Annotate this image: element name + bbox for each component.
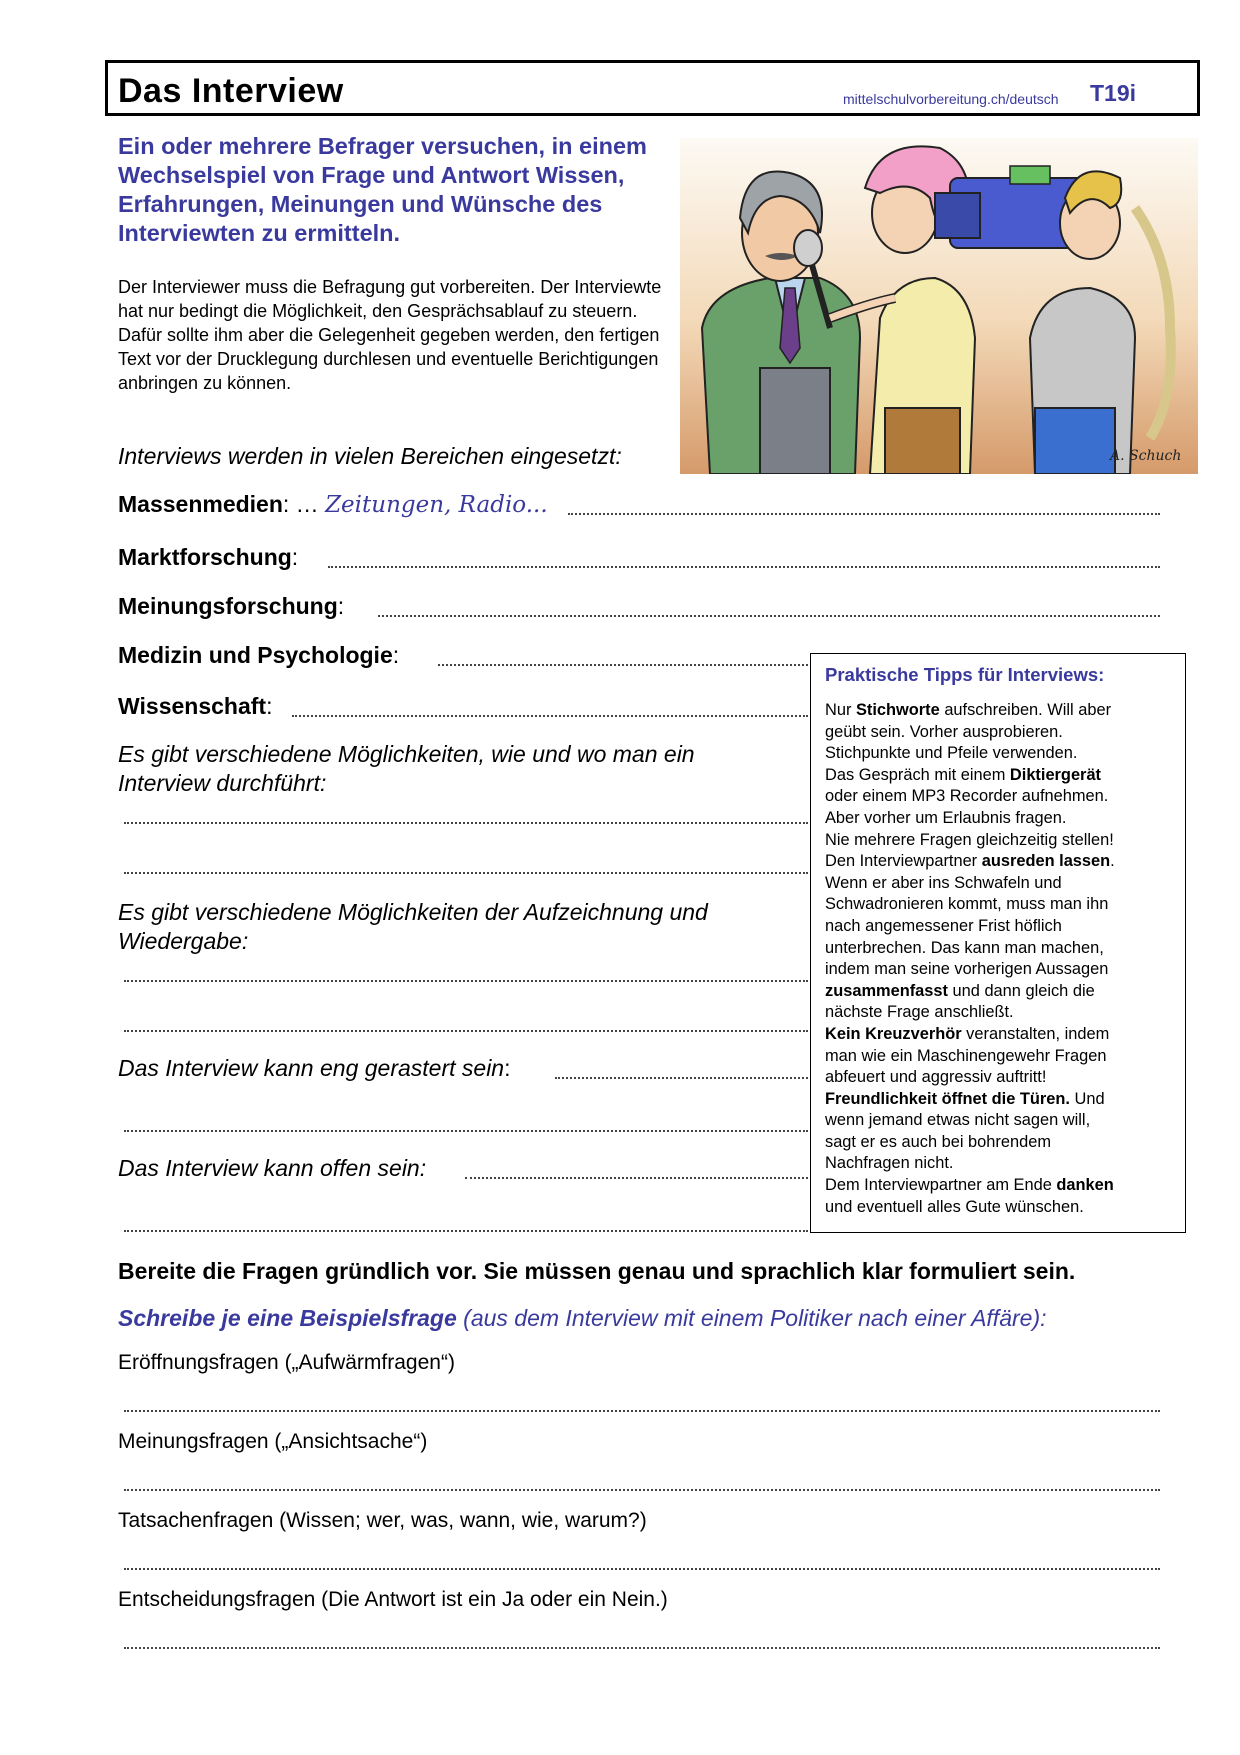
area-example: Zeitungen, Radio... — [325, 492, 548, 518]
tip-text: wenn jemand etwas nicht sagen will, — [825, 1111, 1091, 1130]
answer-line[interactable] — [124, 1647, 1160, 1649]
tip-text: aufschreiben. Will aber — [939, 701, 1112, 719]
area-suffix: : — [266, 693, 273, 719]
answer-line[interactable] — [328, 566, 1160, 568]
tip-text: Das Gespräch mit einem — [825, 765, 1010, 784]
area-suffix: : … — [282, 491, 319, 517]
area-label: Meinungsforschung — [118, 593, 338, 619]
answer-line[interactable] — [124, 822, 808, 824]
tip-text: sagt er es auch bei bohrendem — [825, 1132, 1051, 1151]
prompt-aufzeichnung: Es gibt verschiedene Möglichkeiten der Aufzeichnung und Wiedergabe: — [118, 899, 708, 954]
answer-line[interactable] — [124, 1568, 1160, 1570]
tip-text: Nie mehrere Fragen gleichzeitig stellen! — [825, 830, 1114, 849]
tip-text: oder einem MP3 Recorder aufnehmen. — [825, 787, 1109, 806]
tip-line — [825, 916, 1171, 938]
answer-line[interactable] — [555, 1077, 808, 1079]
tips-box — [810, 653, 1186, 1233]
prompt-eng-text: Das Interview kann eng gerastert sein — [118, 1055, 505, 1081]
page-title: Das Interview — [118, 72, 344, 110]
tip-text: und eventuell alles Gute wünschen. — [825, 1197, 1084, 1216]
answer-line[interactable] — [438, 664, 808, 666]
task-rest: (aus dem Interview mit einem Politiker nach einer Affäre): — [456, 1305, 1047, 1331]
tip-keyword: Stichworte — [855, 701, 940, 719]
tip-line — [825, 830, 1171, 852]
tip-keyword: Kein Kreuzverhör — [825, 1024, 962, 1043]
areas-intro: Interviews werden in vielen Bereichen eingesetzt: — [118, 443, 622, 469]
area-marktforschung — [118, 544, 298, 571]
question-type-entscheidung: Entscheidungsfragen (Die Antwort ist ein Ja oder ein Nein.) — [118, 1588, 668, 1611]
answer-line[interactable] — [124, 1130, 808, 1132]
tip-text: geübt sein. Vorher ausprobieren. — [825, 722, 1063, 741]
intro-definition: Ein oder mehrere Befrager versuchen, in einem Wechselspiel von Frage und Antwort Wissen, Erfahrungen, Meinungen und Wünsche des Interviewten zu ermitteln. — [118, 133, 647, 246]
instruction: Bereite die Fragen gründlich vor. Sie müssen genau und sprachlich klar formuliert sein. — [118, 1258, 1076, 1284]
tip-line — [825, 1002, 1171, 1024]
prompt-eng-suffix: : — [504, 1055, 511, 1081]
tip-line — [825, 1153, 1171, 1175]
tip-text: Schwadronieren kommt, muss man ihn — [825, 895, 1109, 914]
worksheet-code: T19i — [1090, 80, 1137, 106]
tip-text: Dem Interviewpartner am Ende — [825, 1176, 1057, 1195]
tip-line — [825, 765, 1171, 787]
tip-text: indem man seine vorherigen Aussagen — [825, 960, 1109, 979]
answer-line[interactable] — [124, 1489, 1160, 1491]
tip-line — [825, 1046, 1171, 1068]
area-wissenschaft — [118, 693, 272, 720]
answer-line[interactable] — [124, 980, 808, 982]
artist-signature: A. Schuch — [1110, 448, 1182, 464]
area-massenmedien — [118, 491, 548, 518]
tip-text: Nur — [825, 701, 856, 719]
answer-line[interactable] — [124, 1230, 808, 1232]
tip-line — [825, 851, 1171, 873]
tip-text: unterbrechen. Das kann man machen, — [825, 938, 1104, 957]
tip-text: nach angemessener Frist höflich — [825, 916, 1062, 935]
task-lead: Schreibe je eine Beispielsfrage — [118, 1305, 457, 1331]
tip-line — [825, 894, 1171, 916]
answer-line[interactable] — [292, 715, 808, 717]
tip-text: und dann gleich die — [947, 981, 1095, 1000]
site-url: mittelschulvorbereitung.ch/deutsch — [843, 91, 1059, 107]
tip-text: Aber vorher um Erlaubnis fragen. — [825, 808, 1067, 827]
tip-text: Den Interviewpartner — [825, 852, 982, 871]
tip-keyword: danken — [1056, 1176, 1114, 1195]
tip-line — [825, 1067, 1171, 1089]
tip-line — [825, 1024, 1171, 1046]
tip-line — [825, 1132, 1171, 1154]
prompt-offen: Das Interview kann offen sein: — [118, 1155, 427, 1181]
tip-line — [825, 808, 1171, 830]
area-suffix: : — [337, 593, 345, 619]
tip-keyword: zusammenfasst — [825, 981, 948, 1000]
tip-line — [825, 959, 1171, 981]
tip-text: Wenn er aber ins Schwafeln und — [825, 873, 1062, 892]
tip-text: nächste Frage anschließt. — [825, 1003, 1014, 1022]
area-label: Massenmedien — [118, 491, 283, 517]
tip-line — [825, 981, 1171, 1003]
intro-paragraph: Der Interviewer muss die Befragung gut vorbereiten. Der Interviewte hat nur bedingt die Möglichkeit, den Gesprächsablauf zu steuern. Dafür sollte ihm aber die Gelegenheit gegeben werden, den fertigen Text vor der Drucklegung durchlesen und eventuelle Berichtigungen anbringen zu können. — [118, 277, 662, 393]
question-type-meinung: Meinungsfragen („Ansichtsache“) — [118, 1430, 428, 1453]
tip-line — [825, 938, 1171, 960]
area-meinungsforschung — [118, 593, 344, 620]
tip-line — [825, 700, 1171, 722]
answer-line[interactable] — [465, 1177, 808, 1179]
question-type-eroeffnung: Eröffnungsfragen („Aufwärmfragen“) — [118, 1351, 455, 1374]
answer-line[interactable] — [124, 1410, 1160, 1412]
tip-keyword: ausreden lassen — [981, 852, 1111, 871]
tip-keyword: Diktiergerät — [1009, 765, 1102, 784]
tip-keyword: Freundlichkeit öffnet die Türen. — [825, 1089, 1070, 1108]
tips-body — [825, 700, 1171, 1218]
tip-text: Stichpunkte und Pfeile verwenden. — [825, 744, 1078, 763]
prompt-eng — [118, 1055, 510, 1082]
task-instruction — [118, 1305, 1047, 1332]
area-medizin — [118, 642, 399, 669]
tip-line — [825, 786, 1171, 808]
tip-line — [825, 1197, 1171, 1219]
tip-line — [825, 743, 1171, 765]
tip-text: . — [1110, 852, 1115, 871]
tip-text: abfeuert und aggressiv auftritt! — [825, 1068, 1047, 1087]
answer-line[interactable] — [124, 872, 808, 874]
answer-line[interactable] — [568, 513, 1160, 515]
area-label: Marktforschung — [118, 544, 292, 570]
area-label: Medizin und Psychologie — [118, 642, 393, 668]
answer-line[interactable] — [378, 615, 1160, 617]
tip-line — [825, 873, 1171, 895]
answer-line[interactable] — [124, 1030, 808, 1032]
tip-line — [825, 1175, 1171, 1197]
tip-line — [825, 1089, 1171, 1111]
area-suffix: : — [392, 642, 400, 668]
area-label: Wissenschaft — [118, 693, 267, 719]
tip-line — [825, 1110, 1171, 1132]
interview-illustration — [680, 138, 1198, 474]
area-suffix: : — [291, 544, 299, 570]
tip-text: veranstalten, indem — [961, 1024, 1110, 1043]
prompt-moeglichkeiten: Es gibt verschiedene Möglichkeiten, wie und wo man ein Interview durchführt: — [118, 741, 695, 796]
tip-text: man wie ein Maschinengewehr Fragen — [825, 1046, 1107, 1065]
tip-text: Nachfragen nicht. — [825, 1154, 954, 1173]
tip-line — [825, 722, 1171, 744]
question-type-tatsachen: Tatsachenfragen (Wissen; wer, was, wann, wie, warum?) — [118, 1509, 647, 1532]
tip-text: Und — [1069, 1089, 1105, 1108]
tips-title: Praktische Tipps für Interviews: — [825, 664, 1105, 685]
